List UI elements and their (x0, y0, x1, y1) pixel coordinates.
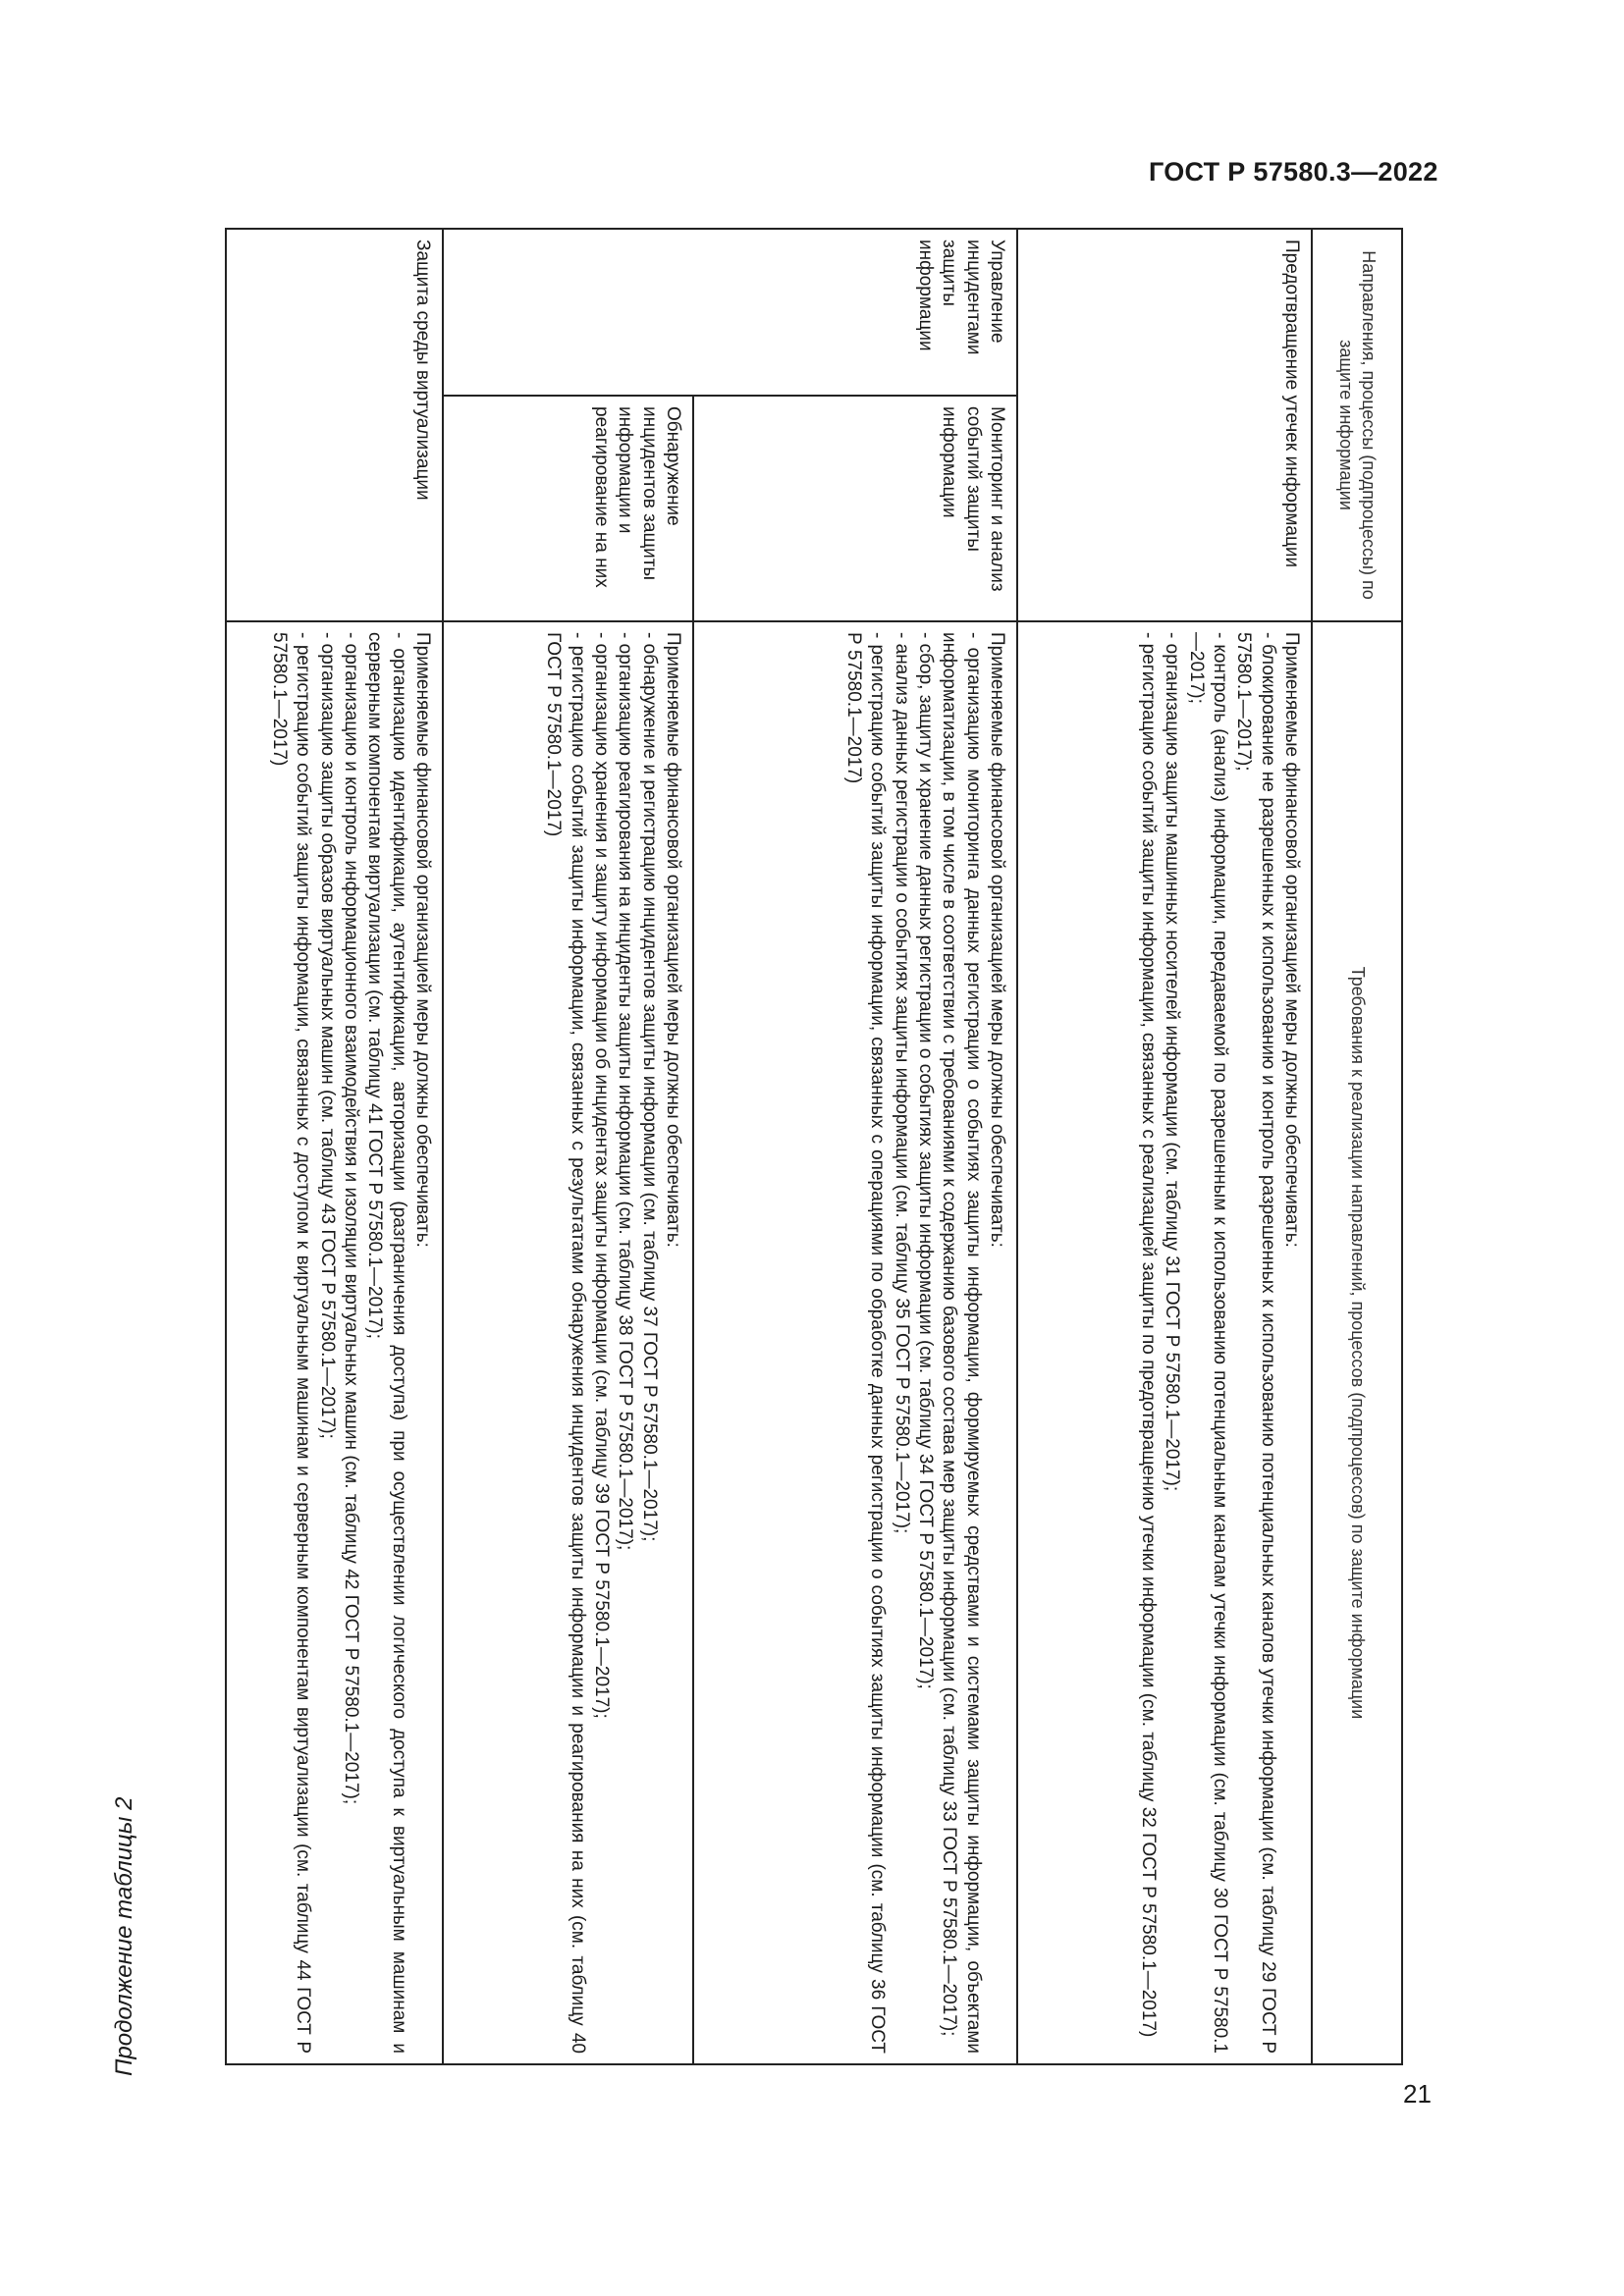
table-row-detection (443, 229, 693, 2064)
req-item: - сбор, защиту и хранение данных регистрации о событиях защиты информации (см. таблицу 34 ГОСТ Р 57580.1—2017); (915, 632, 937, 1689)
req-item: - анализ данных регистрации о событиях защиты информации (см. таблицу 35 ГОСТ Р 57580.1—2017); (891, 632, 912, 1534)
req-intro: Применяемые финансовой организацией меры должны обеспечивать: (987, 632, 1007, 1248)
req-intro: Применяемые финансовой организацией меры должны обеспечивать: (412, 632, 433, 1248)
req-intro: Применяемые финансовой организацией меры должны обеспечивать: (663, 632, 683, 1248)
direction-incidents: Управление инцидентами защиты информации (443, 229, 1017, 396)
req-item: - организацию мониторинга данных регистрации о событиях защиты информации, формируемых средствами и системами защиты информации, объектами информатизации, в том числе в соответствии с требованиями к содержанию базового состава мер защиты информации (см. таблицу 33 ГОСТ Р 57580.1—2017); (939, 632, 984, 2054)
req-item: - блокирование не разрешенных к использованию и контроль разрешенных к использованию потенциальных каналов утечки информации (см. таблицу 29 ГОСТ Р 57580.1—2017); (1233, 632, 1278, 2054)
direction-leak: Предотвращение утечек информации (1017, 229, 1312, 621)
requirements-table-wrapper (225, 228, 1403, 2065)
req-item: - организацию защиты машинных носителей информации (см. таблицу 31 ГОСТ Р 57580.1—2017); (1162, 632, 1183, 1492)
req-item: - организацию и контроль информационного взаимодействия и изоляции виртуальных машин (см. таблицу 42 ГОСТ Р 57580.1—2017); (341, 632, 362, 1805)
subprocess-detection: Обнаружение инцидентов защиты информации и реагирование на них (443, 396, 693, 621)
req-intro: Применяемые финансовой организацией меры должны обеспечивать: (1281, 632, 1302, 1248)
direction-virtual: Защита среды виртуализации (226, 229, 443, 621)
table-row-monitoring (693, 229, 1017, 2064)
requirements-leak (1017, 621, 1312, 2064)
requirements-detection (443, 621, 693, 2064)
standard-code: ГОСТ Р 57580.3—2022 (1149, 157, 1438, 187)
page-number: 21 (1403, 2079, 1432, 2109)
req-item: - регистрацию событий защиты информации, связанных с доступом к виртуальным машинам и серверным компонентам виртуализации (см. таблицу 44 ГОСТ Р 57580.1—2017) (269, 632, 314, 2054)
req-item: - контроль (анализ) информации, передаваемой по разрешенным к использованию потенциальным каналам утечки информации (см. таблицу 30 ГОСТ Р 57580.1—2017); (1185, 632, 1231, 2054)
req-item: - регистрацию событий защиты информации, связанных с операциями по обработке данных регистрации о событиях защиты информации (см. таблицу 36 ГОСТ Р 57580.1—2017) (843, 632, 889, 2054)
requirements-virtual (226, 621, 443, 2064)
table-row-virtual (226, 229, 443, 2064)
subprocess-monitoring: Мониторинг и анализ событий защиты информации (693, 396, 1017, 621)
req-item: - регистрацию событий защиты информации, связанных с результатами обнаружения инцидентов защиты информации и реагирования на них (см. таблицу 40 ГОСТ Р 57580.1—2017) (543, 632, 588, 2054)
table-row-leak (1017, 229, 1312, 2064)
table-header-row (1312, 229, 1402, 2064)
req-item: - регистрацию событий защиты информации, связанных с реализацией защиты по предотвращению утечки информации (см. таблицу 32 ГОСТ Р 57580.1—2017) (1138, 632, 1160, 2038)
req-item: - обнаружение и регистрацию инцидентов защиты информации (см. таблицу 37 ГОСТ Р 57580.1—2017); (638, 632, 660, 1542)
requirements-monitoring (693, 621, 1017, 2064)
header-requirements: Требования к реализации направлений, процессов (подпроцессов) по защите информации (1312, 621, 1402, 2064)
req-item: - организацию хранения и защиту информации об инцидентах защиты информации (см. таблицу 39 ГОСТ Р 57580.1—2017); (591, 632, 613, 1719)
header-direction: Направления, процессы (подпроцессы) по защите информации (1312, 229, 1402, 621)
req-item: - организацию защиты образов виртуальных машин (см. таблицу 43 ГОСТ Р 57580.1—2017); (316, 632, 338, 1439)
req-item: - организацию реагирования на инциденты защиты информации (см. таблицу 38 ГОСТ Р 57580.1—2017); (615, 632, 636, 1551)
req-item: - организацию идентификации, аутентификации, авторизации (разграничения доступа) при осуществлении логического доступа к виртуальным машинам и серверным компонентам виртуализации (см. таблицу 41 ГОСТ Р 57580.1—2017); (364, 632, 409, 2054)
requirements-table (225, 228, 1403, 2065)
table-caption: Продолжение таблицы 2 (111, 1796, 137, 2076)
